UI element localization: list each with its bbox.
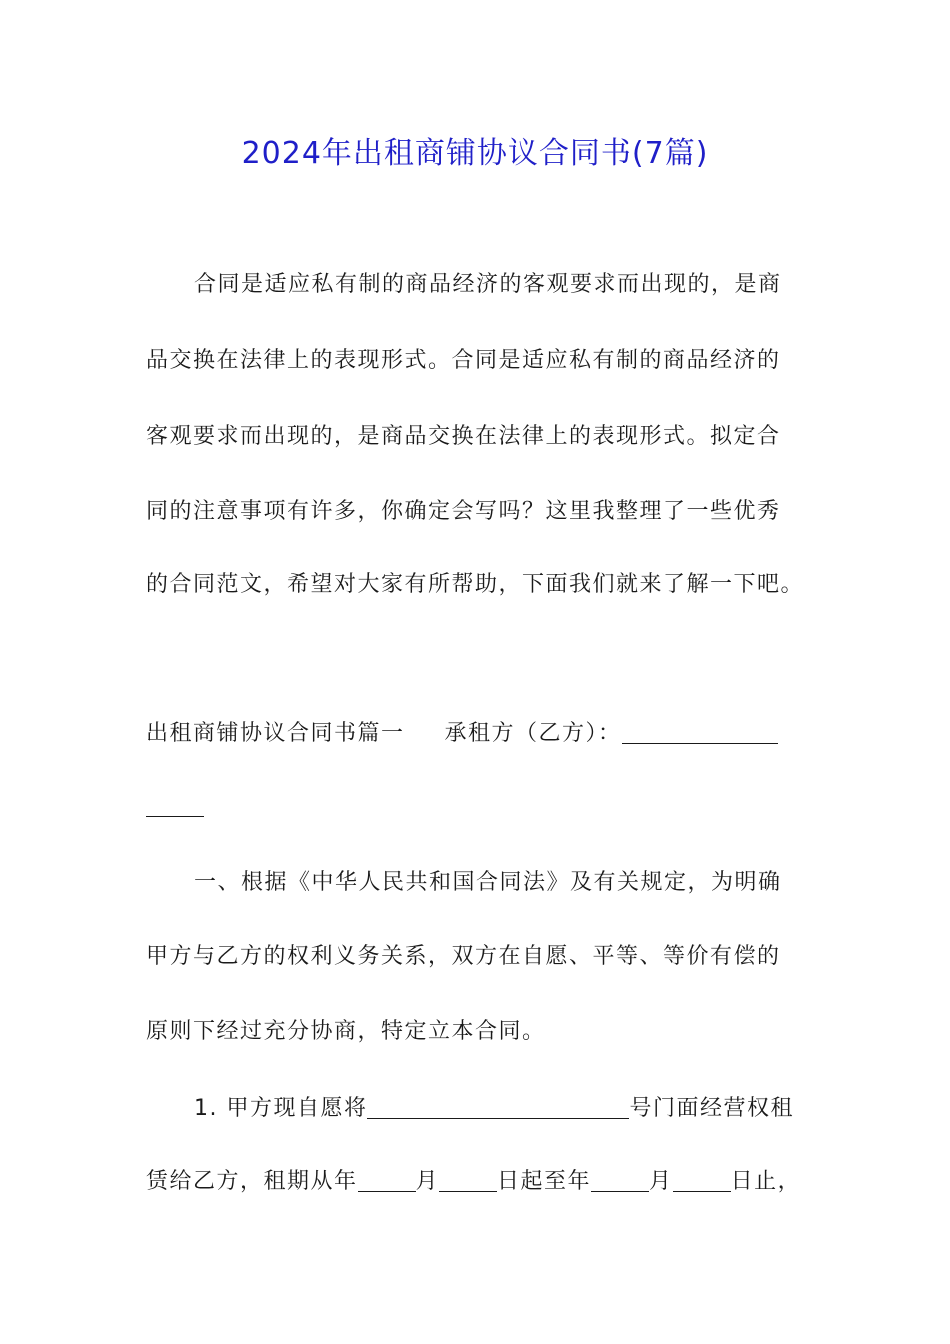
shop-number-blank — [367, 1096, 629, 1119]
intro-line-1: 合同是适应私有制的商品经济的客观要求而出现的，是商 — [194, 272, 782, 297]
tenant-label: 承租方（乙方）： — [444, 721, 622, 746]
end-day-blank — [673, 1169, 731, 1192]
document-title: 2024年出租商铺协议合同书(7篇) — [241, 136, 709, 171]
start-day-label: 日起至年 — [497, 1169, 592, 1194]
intro-line-5: 的合同范文，希望对大家有所帮助，下面我们就来了解一下吧。 — [146, 572, 805, 597]
clause-one-line-3: 原则下经过充分协商，特定立本合同。 — [146, 1019, 546, 1044]
item-one-suffix: 号门面经营权租 — [629, 1096, 794, 1121]
end-month-label: 月 — [649, 1169, 673, 1194]
start-day-blank — [439, 1169, 497, 1192]
lease-period-start-text: 赁给乙方，租期从年 — [146, 1169, 358, 1194]
item-one-prefix: 1. 甲方现自愿将 — [194, 1096, 368, 1121]
clause-one-line-2: 甲方与乙方的权利义务关系，双方在自愿、平等、等价有偿的 — [146, 944, 781, 969]
tenant-name-blank — [622, 721, 778, 744]
end-day-label: 日止， — [730, 1169, 802, 1194]
section-heading: 出租商铺协议合同书篇一 — [146, 721, 405, 746]
tenant-name-blank-continued — [146, 816, 204, 817]
start-month-label: 月 — [415, 1169, 440, 1194]
intro-line-4: 同的注意事项有许多，你确定会写吗？这里我整理了一些优秀 — [146, 499, 781, 524]
item-one-line-2 — [146, 1167, 801, 1197]
start-month-blank — [358, 1169, 416, 1192]
item-one-line-1 — [194, 1094, 794, 1124]
clause-one-line-1: 一、根据《中华人民共和国合同法》及有关规定，为明确 — [194, 870, 782, 895]
section-heading-row — [146, 719, 778, 749]
end-month-blank — [591, 1169, 649, 1192]
intro-line-2: 品交换在法律上的表现形式。合同是适应私有制的商品经济的 — [146, 348, 781, 373]
intro-line-3: 客观要求而出现的，是商品交换在法律上的表现形式。拟定合 — [146, 424, 781, 449]
